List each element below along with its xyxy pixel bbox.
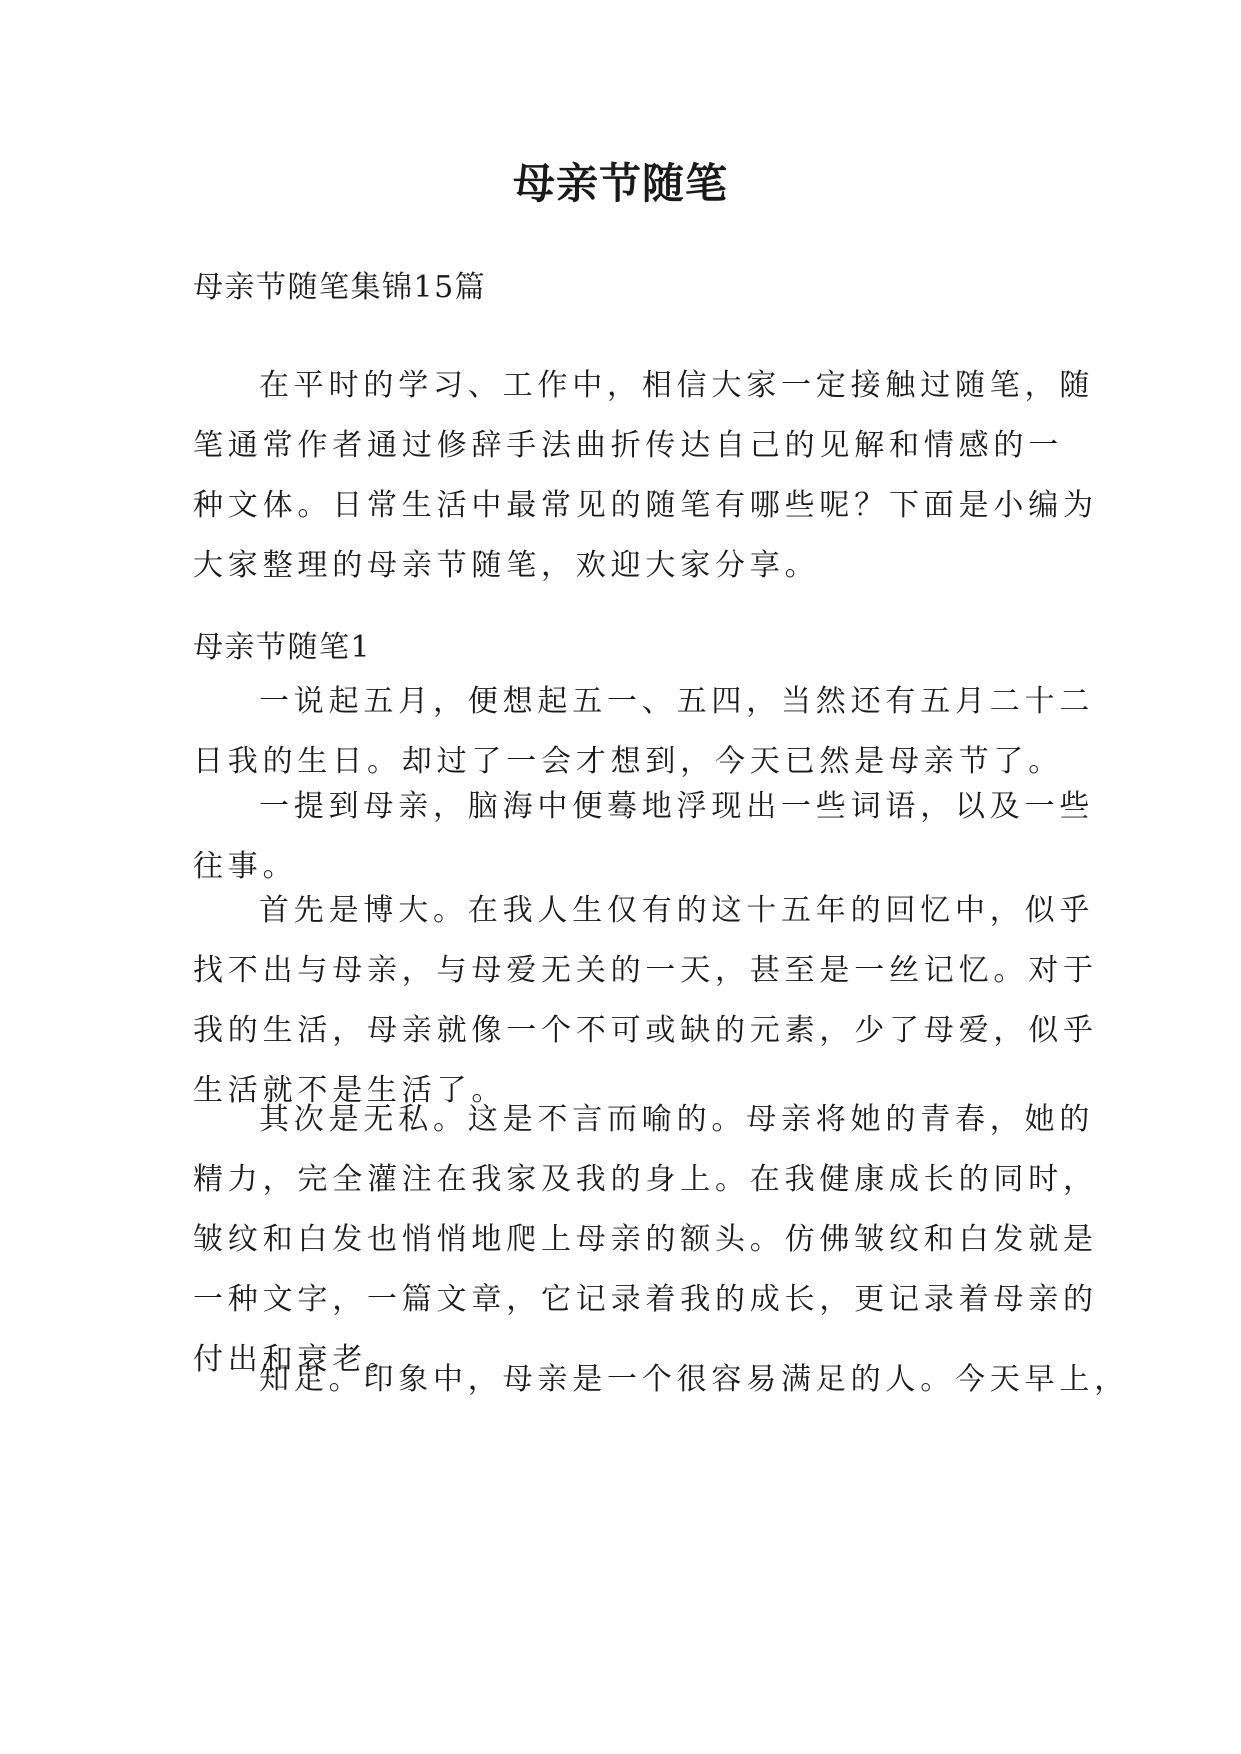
body-paragraph: [193, 1090, 1098, 1390]
intro-line: 种文体。日常生活中最常见的随笔有哪些呢？下面是小编为: [193, 488, 1098, 523]
paragraph-line: 付出和衰老。: [193, 1342, 402, 1377]
body-paragraph: [193, 672, 1095, 792]
subtitle-block: [193, 258, 1055, 318]
paragraph-line: 首先是博大。在我人生仅有的这十五年的回忆中，似乎: [259, 893, 1095, 928]
paragraph-line: 生活就不是生活了。: [193, 1073, 507, 1108]
paragraph-line: 找不出与母亲，与母爱无关的一天，甚至是一丝记忆。对于: [193, 953, 1098, 988]
paragraph-line: 一种文字，一篇文章，它记录着我的成长，更记录着母亲的: [193, 1282, 1098, 1317]
section-heading: 母亲节随笔1: [193, 630, 372, 665]
body-paragraph: [193, 1350, 1129, 1410]
section-heading-block: [193, 618, 1055, 678]
body-paragraph: [193, 881, 1098, 1121]
paragraph-line: 其次是无私。这是不言而喻的。母亲将她的青春，她的: [259, 1102, 1095, 1137]
paragraph-line: 日我的生日。却过了一会才想到，今天已然是母亲节了。: [193, 744, 1063, 779]
body-paragraph: [193, 777, 1095, 897]
intro-line: 大家整理的母亲节随笔，欢迎大家分享。: [193, 548, 820, 583]
document-title: 母亲节随笔: [512, 159, 728, 208]
document-subtitle: 母亲节随笔集锦15篇: [193, 270, 487, 305]
paragraph-line: 知足。印象中，母亲是一个很容易满足的人。今天早上，: [259, 1362, 1129, 1397]
intro-paragraph: [193, 356, 1098, 596]
paragraph-line: 我的生活，母亲就像一个不可或缺的元素，少了母爱，似乎: [193, 1013, 1098, 1048]
intro-line: 笔通常作者通过修辞手法曲折传达自己的见解和情感的一: [193, 428, 1063, 463]
paragraph-line: 皱纹和白发也悄悄地爬上母亲的额头。仿佛皱纹和白发就是: [193, 1222, 1098, 1257]
paragraph-line: 一说起五月，便想起五一、五四，当然还有五月二十二: [259, 684, 1095, 719]
paragraph-line: 精力，完全灌注在我家及我的身上。在我健康成长的同时，: [193, 1162, 1098, 1197]
intro-line: 在平时的学习、工作中，相信大家一定接触过随笔，随: [259, 368, 1095, 403]
paragraph-line: 一提到母亲，脑海中便蓦地浮现出一些词语，以及一些: [259, 789, 1095, 824]
paragraph-line: 往事。: [193, 849, 298, 884]
